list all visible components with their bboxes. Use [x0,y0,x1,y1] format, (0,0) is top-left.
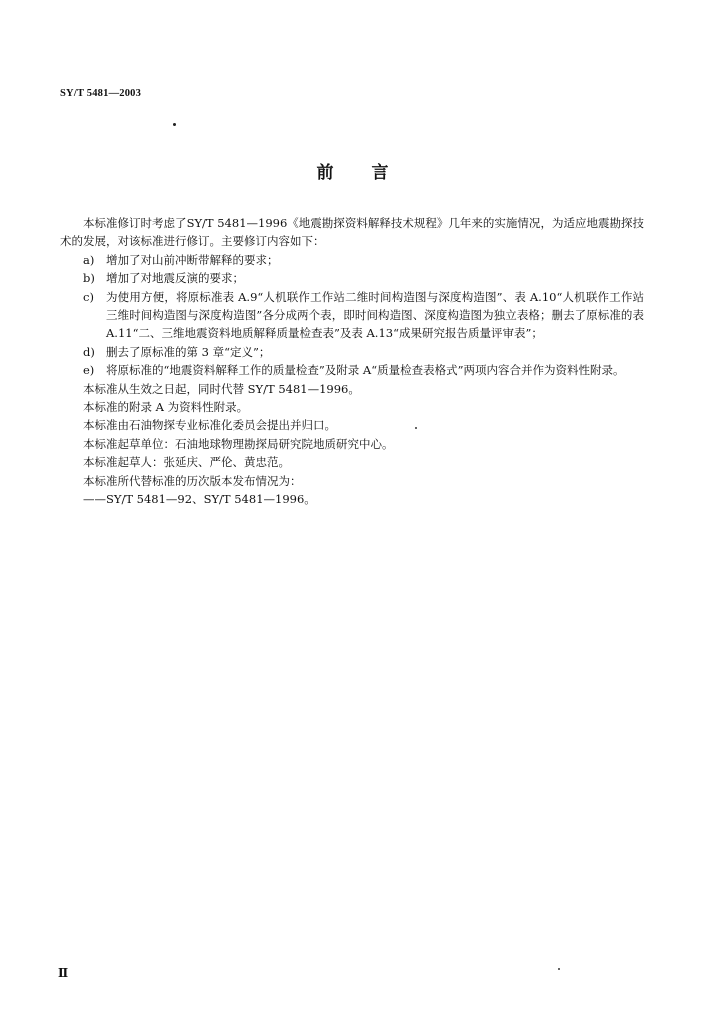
list-item-label: c) [83,289,94,304]
statement-line: 本标准所代替标准的历次版本发布情况为： [83,473,302,488]
page-number: Ⅱ [58,966,69,980]
list-item [60,343,644,361]
header-standard-code: SY/T 5481—2003 [60,88,142,99]
statement-line: ——SY/T 5481—92、SY/T 5481—1996。 [83,492,316,507]
list-item-label: e) [83,363,95,378]
document-body [60,214,644,509]
statement-line: 本标准的附录 A 为资料性附录。 [83,400,249,415]
scan-speck [558,968,560,970]
statement-line: 本标准起草人：张延庆、严伦、黄忠范。 [83,455,290,470]
page-title: 前言 [316,163,427,183]
statement-line: 本标准由石油物探专业标准化委员会提出并归口。 [83,418,336,433]
decorative-dot [173,123,176,126]
list-item-label: a) [83,252,95,267]
list-item [60,288,644,343]
list-item-text: 为使用方便，将原标准表 A.9“人机联作工作站二维时间构造图与深度构造图”、表 A.10“人机联作工作站三维时间构造图与深度构造图”各分成两个表，即时间构造图、深度构造图为独立表格；删去了原标准的表 A.11“二、三维地震资料地质解释质量检查表”及表 A.13“成果研究报告质量评审表”； [106,289,644,341]
list-item-text: 删去了原标准的第 3 章“定义”； [106,344,271,359]
list-item-text: 增加了对山前冲断带解释的要求； [106,252,279,267]
scan-speck [415,427,417,429]
intro-paragraph: 本标准修订时考虑了SY/T 5481—1996《地震勘探资料解释技术规程》几年来的实施情况，为适应地震勘探技术的发展，对该标准进行修订。主要修订内容如下： [60,216,644,249]
list-item-text: 将原标准的“地震资料解释工作的质量检查”及附录 A“质量检查表格式”两项内容合并作为资料性附录。 [106,363,625,378]
statement-line: 本标准从生效之日起，同时代替 SY/T 5481—1996。 [83,381,360,396]
statement-line: 本标准起草单位：石油地球物理勘探局研究院地质研究中心。 [83,436,394,451]
list-item-label: d) [83,344,95,359]
list-item [60,361,644,379]
list-item-text: 增加了对地震反演的要求； [106,271,244,286]
list-item [60,251,644,269]
list-item [60,269,644,287]
list-item-label: b) [83,271,95,286]
